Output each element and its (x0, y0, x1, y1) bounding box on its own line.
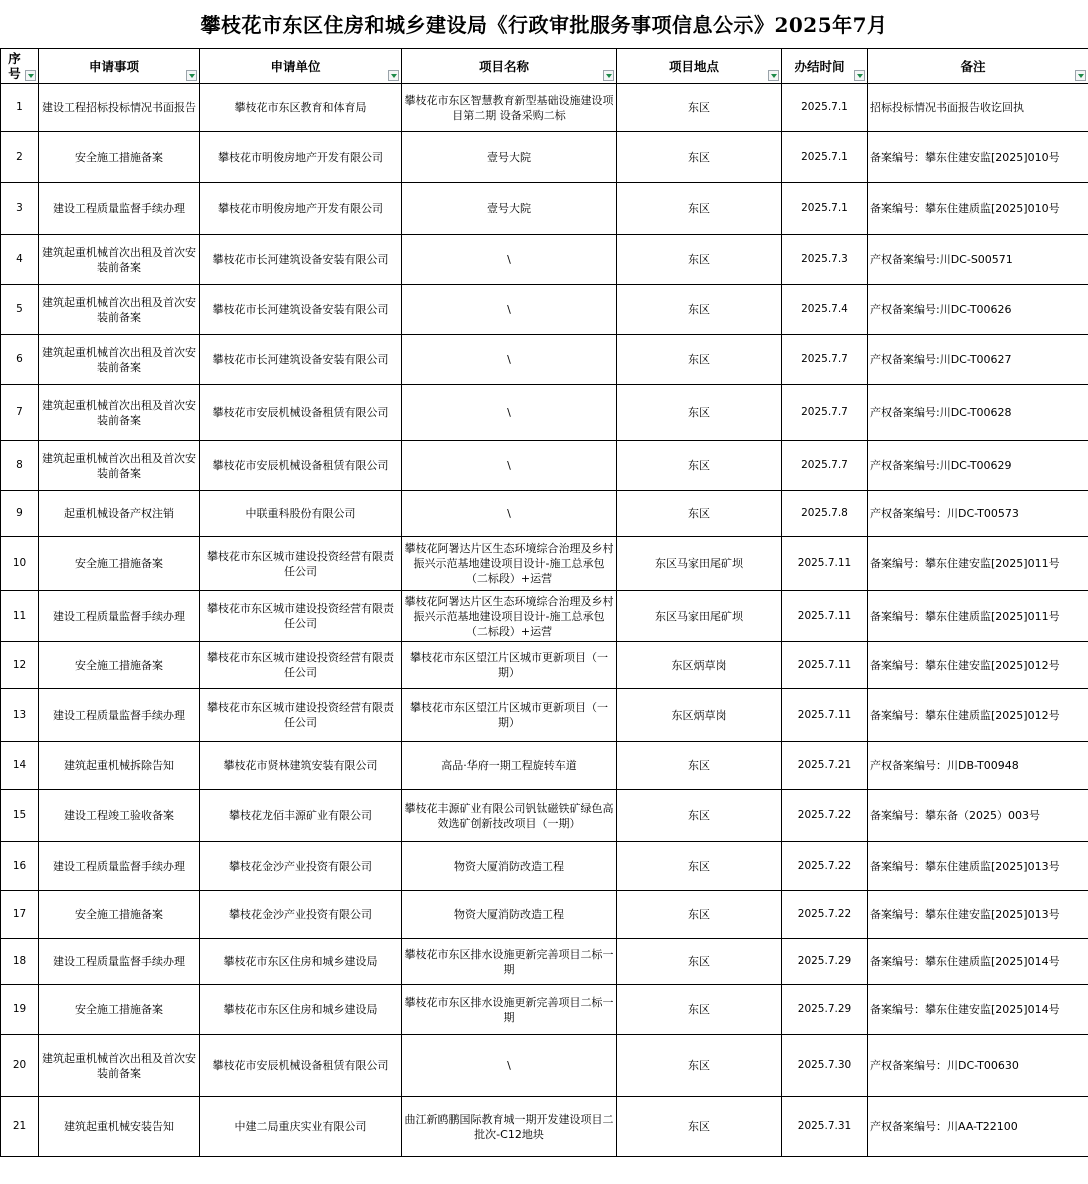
cell-application-item[interactable]: 建设工程质量监督手续办理 (39, 689, 200, 742)
cell-applicant[interactable]: 攀枝花市长河建筑设备安装有限公司 (200, 285, 402, 335)
cell-application-item[interactable]: 安全施工措施备案 (39, 642, 200, 689)
cell-project-location[interactable]: 东区 (617, 491, 782, 537)
cell-completion-date[interactable]: 2025.7.22 (782, 842, 868, 891)
cell-application-item[interactable]: 安全施工措施备案 (39, 132, 200, 183)
cell-project-name[interactable]: 高品·华府一期工程旋转车道 (402, 742, 617, 790)
cell-remarks[interactable]: 备案编号：攀东住建安监[2025]013号 (868, 891, 1088, 939)
cell-applicant[interactable]: 攀枝花市长河建筑设备安装有限公司 (200, 235, 402, 285)
cell-remarks[interactable]: 产权备案编号：川AA-T22100 (868, 1097, 1088, 1157)
cell-applicant[interactable]: 攀枝花金沙产业投资有限公司 (200, 891, 402, 939)
cell-project-location[interactable]: 东区马家田尾矿坝 (617, 591, 782, 642)
cell-project-name[interactable]: \ (402, 285, 617, 335)
cell-index[interactable]: 12 (1, 642, 39, 689)
cell-index[interactable]: 7 (1, 385, 39, 441)
cell-project-name[interactable]: 壹号大院 (402, 183, 617, 235)
table-row (1, 790, 1088, 842)
cell-project-location[interactable]: 东区 (617, 183, 782, 235)
cell-applicant[interactable]: 中联重科股份有限公司 (200, 491, 402, 537)
cell-project-location[interactable]: 东区 (617, 235, 782, 285)
cell-project-location[interactable]: 东区马家田尾矿坝 (617, 537, 782, 591)
cell-project-location[interactable]: 东区 (617, 132, 782, 183)
cell-applicant[interactable]: 攀枝花市东区住房和城乡建设局 (200, 985, 402, 1035)
table-row (1, 891, 1088, 939)
cell-completion-date[interactable]: 2025.7.11 (782, 537, 868, 591)
cell-application-item[interactable]: 建筑起重机械首次出租及首次安装前备案 (39, 441, 200, 491)
cell-applicant[interactable]: 攀枝花金沙产业投资有限公司 (200, 842, 402, 891)
cell-completion-date[interactable]: 2025.7.30 (782, 1035, 868, 1097)
cell-index[interactable]: 5 (1, 285, 39, 335)
table-row (1, 84, 1088, 132)
cell-application-item[interactable]: 起重机械设备产权注销 (39, 491, 200, 537)
cell-remarks[interactable]: 产权备案编号：川DC-T00573 (868, 491, 1088, 537)
cell-project-name[interactable]: \ (402, 491, 617, 537)
cell-index[interactable]: 21 (1, 1097, 39, 1157)
cell-index[interactable]: 14 (1, 742, 39, 790)
cell-project-name[interactable]: 攀枝花市东区排水设施更新完善项目二标一期 (402, 985, 617, 1035)
cell-completion-date[interactable]: 2025.7.1 (782, 183, 868, 235)
cell-completion-date[interactable]: 2025.7.3 (782, 235, 868, 285)
cell-project-name[interactable]: 攀枝花市东区望江片区城市更新项目（一期） (402, 642, 617, 689)
cell-index[interactable]: 4 (1, 235, 39, 285)
cell-applicant[interactable]: 攀枝花市东区城市建设投资经营有限责任公司 (200, 537, 402, 591)
cell-project-location[interactable]: 东区 (617, 790, 782, 842)
cell-application-item[interactable]: 安全施工措施备案 (39, 891, 200, 939)
cell-index[interactable]: 19 (1, 985, 39, 1035)
page-title: 攀枝花市东区住房和城乡建设局《行政审批服务事项信息公示》2025年7月 (200, 13, 888, 37)
cell-application-item[interactable]: 建设工程质量监督手续办理 (39, 183, 200, 235)
filter-dropdown-icon[interactable] (854, 70, 865, 81)
cell-index[interactable]: 17 (1, 891, 39, 939)
cell-completion-date[interactable]: 2025.7.1 (782, 84, 868, 132)
table-row (1, 689, 1088, 742)
cell-applicant[interactable]: 攀枝花市东区城市建设投资经营有限责任公司 (200, 591, 402, 642)
cell-project-location[interactable]: 东区 (617, 84, 782, 132)
cell-applicant[interactable]: 攀枝花市东区教育和体育局 (200, 84, 402, 132)
cell-completion-date[interactable]: 2025.7.7 (782, 441, 868, 491)
table-row (1, 985, 1088, 1035)
cell-remarks[interactable]: 备案编号：攀东住建质监[2025]013号 (868, 842, 1088, 891)
cell-project-name[interactable]: \ (402, 1035, 617, 1097)
cell-remarks[interactable]: 招标投标情况书面报告收讫回执 (868, 84, 1088, 132)
cell-applicant[interactable]: 攀枝花市明俊房地产开发有限公司 (200, 132, 402, 183)
cell-application-item[interactable]: 建筑起重机械首次出租及首次安装前备案 (39, 335, 200, 385)
cell-index[interactable]: 3 (1, 183, 39, 235)
filter-dropdown-icon[interactable] (186, 70, 197, 81)
column-header-remarks: 备注 (868, 49, 1088, 84)
cell-remarks[interactable]: 产权备案编号:川DC-T00626 (868, 285, 1088, 335)
cell-index[interactable]: 13 (1, 689, 39, 742)
cell-index[interactable]: 8 (1, 441, 39, 491)
approval-table (0, 48, 1088, 1157)
table-row (1, 591, 1088, 642)
cell-completion-date[interactable]: 2025.7.4 (782, 285, 868, 335)
table-row (1, 537, 1088, 591)
cell-index[interactable]: 20 (1, 1035, 39, 1097)
cell-remarks[interactable]: 备案编号：攀东住建安监[2025]012号 (868, 642, 1088, 689)
cell-applicant[interactable]: 攀枝花龙佰丰源矿业有限公司 (200, 790, 402, 842)
cell-remarks[interactable]: 产权备案编号：川DC-T00630 (868, 1035, 1088, 1097)
cell-project-name[interactable]: 曲江新鸥鹏国际教育城一期开发建设项目二批次-C12地块 (402, 1097, 617, 1157)
cell-application-item[interactable]: 安全施工措施备案 (39, 537, 200, 591)
cell-completion-date[interactable]: 2025.7.29 (782, 985, 868, 1035)
cell-project-location[interactable]: 东区 (617, 441, 782, 491)
cell-project-name[interactable]: 攀枝花市东区智慧教育新型基础设施建设项目第二期 设备采购二标 (402, 84, 617, 132)
cell-remarks[interactable]: 备案编号：攀东住建质监[2025]012号 (868, 689, 1088, 742)
table-row (1, 285, 1088, 335)
cell-project-location[interactable]: 东区 (617, 335, 782, 385)
cell-applicant[interactable]: 攀枝花市东区住房和城乡建设局 (200, 939, 402, 985)
cell-project-name[interactable]: 壹号大院 (402, 132, 617, 183)
cell-project-name[interactable]: 物资大厦消防改造工程 (402, 891, 617, 939)
cell-completion-date[interactable]: 2025.7.29 (782, 939, 868, 985)
cell-applicant[interactable]: 攀枝花市长河建筑设备安装有限公司 (200, 335, 402, 385)
cell-index[interactable]: 15 (1, 790, 39, 842)
cell-index[interactable]: 1 (1, 84, 39, 132)
cell-application-item[interactable]: 建筑起重机械首次出租及首次安装前备案 (39, 235, 200, 285)
cell-index[interactable]: 16 (1, 842, 39, 891)
cell-index[interactable]: 6 (1, 335, 39, 385)
cell-project-location[interactable]: 东区炳草岗 (617, 689, 782, 742)
cell-project-name[interactable]: 攀枝花阿署达片区生态环境综合治理及乡村振兴示范基地建设项目设计-施工总承包（二标段）+运营 (402, 591, 617, 642)
cell-project-location[interactable]: 东区 (617, 742, 782, 790)
cell-applicant[interactable]: 中建二局重庆实业有限公司 (200, 1097, 402, 1157)
header-row (1, 49, 1088, 84)
table-row (1, 1035, 1088, 1097)
cell-remarks[interactable]: 产权备案编号:川DC-T00627 (868, 335, 1088, 385)
cell-remarks[interactable]: 产权备案编号:川DC-T00628 (868, 385, 1088, 441)
cell-completion-date[interactable]: 2025.7.11 (782, 642, 868, 689)
cell-index[interactable]: 11 (1, 591, 39, 642)
cell-project-location[interactable]: 东区 (617, 1035, 782, 1097)
cell-remarks[interactable]: 备案编号：攀东住建安监[2025]010号 (868, 132, 1088, 183)
cell-application-item[interactable]: 建设工程招标投标情况书面报告 (39, 84, 200, 132)
cell-index[interactable]: 10 (1, 537, 39, 591)
cell-applicant[interactable]: 攀枝花市明俊房地产开发有限公司 (200, 183, 402, 235)
cell-completion-date[interactable]: 2025.7.7 (782, 385, 868, 441)
cell-index[interactable]: 18 (1, 939, 39, 985)
filter-dropdown-icon[interactable] (768, 70, 779, 81)
table-row (1, 335, 1088, 385)
cell-project-location[interactable]: 东区 (617, 842, 782, 891)
cell-applicant[interactable]: 攀枝花市安辰机械设备租赁有限公司 (200, 385, 402, 441)
cell-project-name[interactable]: 物资大厦消防改造工程 (402, 842, 617, 891)
table-row (1, 491, 1088, 537)
column-header-project-name: 项目名称 (402, 49, 617, 84)
cell-applicant[interactable]: 攀枝花市安辰机械设备租赁有限公司 (200, 1035, 402, 1097)
cell-remarks[interactable]: 备案编号：攀东住建质监[2025]011号 (868, 591, 1088, 642)
cell-application-item[interactable]: 建筑起重机械首次出租及首次安装前备案 (39, 285, 200, 335)
cell-completion-date[interactable]: 2025.7.7 (782, 335, 868, 385)
filter-dropdown-icon[interactable] (603, 70, 614, 81)
cell-project-location[interactable]: 东区炳草岗 (617, 642, 782, 689)
cell-remarks[interactable]: 产权备案编号：川DB-T00948 (868, 742, 1088, 790)
cell-applicant[interactable]: 攀枝花市贤林建筑安装有限公司 (200, 742, 402, 790)
cell-project-location[interactable]: 东区 (617, 891, 782, 939)
cell-project-location[interactable]: 东区 (617, 385, 782, 441)
cell-completion-date[interactable]: 2025.7.11 (782, 689, 868, 742)
table-row (1, 132, 1088, 183)
cell-application-item[interactable]: 建设工程竣工验收备案 (39, 790, 200, 842)
cell-project-location[interactable]: 东区 (617, 939, 782, 985)
cell-application-item[interactable]: 建筑起重机械拆除告知 (39, 742, 200, 790)
cell-applicant[interactable]: 攀枝花市东区城市建设投资经营有限责任公司 (200, 642, 402, 689)
cell-remarks[interactable]: 备案编号：攀东备（2025）003号 (868, 790, 1088, 842)
filter-dropdown-icon[interactable] (25, 70, 36, 81)
column-header-completion-date: 办结时间 (782, 49, 868, 84)
column-header-applicant: 申请单位 (200, 49, 402, 84)
column-header-application-item: 申请事项 (39, 49, 200, 84)
cell-project-name[interactable]: \ (402, 335, 617, 385)
filter-dropdown-icon[interactable] (388, 70, 399, 81)
table-row (1, 642, 1088, 689)
table-row (1, 385, 1088, 441)
cell-applicant[interactable]: 攀枝花市安辰机械设备租赁有限公司 (200, 441, 402, 491)
cell-remarks[interactable]: 产权备案编号:川DC-S00571 (868, 235, 1088, 285)
cell-completion-date[interactable]: 2025.7.22 (782, 790, 868, 842)
cell-completion-date[interactable]: 2025.7.21 (782, 742, 868, 790)
column-header-index: 序号 (1, 49, 39, 84)
cell-project-name[interactable]: 攀枝花市东区望江片区城市更新项目（一期） (402, 689, 617, 742)
cell-index[interactable]: 9 (1, 491, 39, 537)
cell-index[interactable]: 2 (1, 132, 39, 183)
table-row (1, 183, 1088, 235)
cell-completion-date[interactable]: 2025.7.1 (782, 132, 868, 183)
table-row (1, 441, 1088, 491)
table-row (1, 1097, 1088, 1157)
cell-project-name[interactable]: \ (402, 385, 617, 441)
cell-remarks[interactable]: 备案编号：攀东住建安监[2025]011号 (868, 537, 1088, 591)
cell-project-location[interactable]: 东区 (617, 985, 782, 1035)
cell-remarks[interactable]: 备案编号：攀东住建质监[2025]010号 (868, 183, 1088, 235)
cell-project-name[interactable]: \ (402, 441, 617, 491)
cell-project-location[interactable]: 东区 (617, 1097, 782, 1157)
column-header-project-location: 项目地点 (617, 49, 782, 84)
cell-completion-date[interactable]: 2025.7.11 (782, 591, 868, 642)
table-body (1, 84, 1088, 1157)
cell-project-location[interactable]: 东区 (617, 285, 782, 335)
cell-applicant[interactable]: 攀枝花市东区城市建设投资经营有限责任公司 (200, 689, 402, 742)
cell-application-item[interactable]: 建筑起重机械安装告知 (39, 1097, 200, 1157)
cell-remarks[interactable]: 产权备案编号:川DC-T00629 (868, 441, 1088, 491)
cell-remarks[interactable]: 备案编号：攀东住建质监[2025]014号 (868, 939, 1088, 985)
cell-completion-date[interactable]: 2025.7.8 (782, 491, 868, 537)
table-row (1, 842, 1088, 891)
table-row (1, 235, 1088, 285)
cell-application-item[interactable]: 建设工程质量监督手续办理 (39, 591, 200, 642)
cell-project-name[interactable]: 攀枝花市东区排水设施更新完善项目二标一期 (402, 939, 617, 985)
cell-application-item[interactable]: 建筑起重机械首次出租及首次安装前备案 (39, 1035, 200, 1097)
cell-project-name[interactable]: \ (402, 235, 617, 285)
table-row (1, 939, 1088, 985)
cell-application-item[interactable]: 建设工程质量监督手续办理 (39, 842, 200, 891)
cell-application-item[interactable]: 建设工程质量监督手续办理 (39, 939, 200, 985)
filter-dropdown-icon[interactable] (1075, 70, 1086, 81)
cell-application-item[interactable]: 建筑起重机械首次出租及首次安装前备案 (39, 385, 200, 441)
cell-remarks[interactable]: 备案编号：攀东住建安监[2025]014号 (868, 985, 1088, 1035)
cell-completion-date[interactable]: 2025.7.31 (782, 1097, 868, 1157)
cell-completion-date[interactable]: 2025.7.22 (782, 891, 868, 939)
cell-project-name[interactable]: 攀枝花阿署达片区生态环境综合治理及乡村振兴示范基地建设项目设计-施工总承包（二标段）+运营 (402, 537, 617, 591)
table-row (1, 742, 1088, 790)
cell-project-name[interactable]: 攀枝花丰源矿业有限公司钒钛磁铁矿绿色高效选矿创新技改项目（一期） (402, 790, 617, 842)
cell-application-item[interactable]: 安全施工措施备案 (39, 985, 200, 1035)
